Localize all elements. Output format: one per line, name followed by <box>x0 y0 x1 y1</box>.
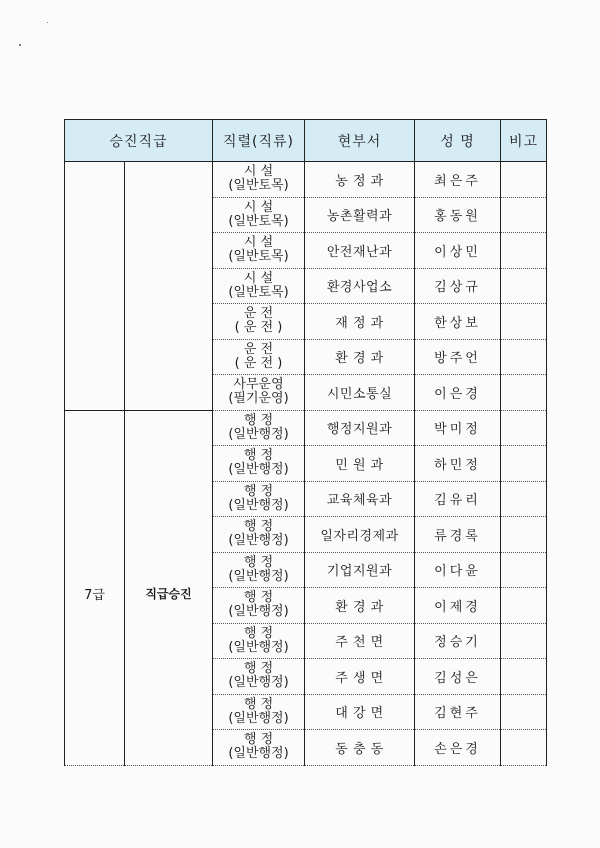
promotion-type-cell <box>125 410 213 765</box>
job-category: (일반토목) <box>228 178 289 194</box>
grade-label: 7급 <box>84 588 105 603</box>
job-series: 행 정 <box>243 412 274 428</box>
promotion-table <box>64 119 547 766</box>
job-series: 행 정 <box>243 554 274 570</box>
remarks-cell <box>501 552 547 588</box>
job-series-cell <box>213 659 305 695</box>
remarks-cell <box>501 481 547 517</box>
department-cell: 농 정 과 <box>305 162 415 198</box>
header-job-series: 직렬(직류) <box>213 120 305 162</box>
job-series-cell <box>213 304 305 340</box>
table-body <box>65 162 547 766</box>
name-cell: 이은경 <box>415 375 501 411</box>
job-series-cell <box>213 446 305 482</box>
job-category: (필기운영) <box>228 391 289 407</box>
name-cell: 홍동원 <box>415 197 501 233</box>
grade-cell <box>65 410 125 765</box>
job-series: 행 정 <box>243 519 274 535</box>
header-name: 성 명 <box>415 120 501 162</box>
department-cell: 주 천 면 <box>305 623 415 659</box>
job-category: ( 운 전 ) <box>234 355 283 371</box>
name-cell: 손은경 <box>415 730 501 766</box>
header-promotion-grade: 승진직급 <box>65 120 213 162</box>
name-cell: 박미정 <box>415 410 501 446</box>
job-series: 행 정 <box>243 696 274 712</box>
job-category: ( 운 전 ) <box>234 320 283 336</box>
remarks-cell <box>501 410 547 446</box>
job-category: (일반행정) <box>228 675 289 691</box>
job-category: (일반토목) <box>228 284 289 300</box>
job-category: (일반행정) <box>228 639 289 655</box>
name-cell: 김상규 <box>415 268 501 304</box>
header-remarks: 비고 <box>501 120 547 162</box>
remarks-cell <box>501 339 547 375</box>
job-series: 사무운영 <box>233 377 284 393</box>
name-cell: 이다윤 <box>415 552 501 588</box>
job-series-cell <box>213 339 305 375</box>
promotion-type-label: 직급승진 <box>145 587 192 601</box>
job-series-cell <box>213 162 305 198</box>
grade-label <box>65 280 124 292</box>
table-row <box>65 162 547 198</box>
department-cell: 농촌활력과 <box>305 197 415 233</box>
job-category: (일반행정) <box>228 746 289 762</box>
department-cell: 환 경 과 <box>305 339 415 375</box>
job-series: 행 정 <box>243 625 274 641</box>
job-series-cell <box>213 694 305 730</box>
job-series-cell <box>213 268 305 304</box>
job-series: 시 설 <box>243 235 274 251</box>
department-cell: 주 생 면 <box>305 659 415 695</box>
department-cell: 민 원 과 <box>305 446 415 482</box>
remarks-cell <box>501 233 547 269</box>
job-series-cell <box>213 588 305 624</box>
department-cell: 환 경 과 <box>305 588 415 624</box>
remarks-cell <box>501 694 547 730</box>
job-category: (일반행정) <box>228 497 289 513</box>
promotion-type-cell <box>125 162 213 411</box>
department-cell: 대 강 면 <box>305 694 415 730</box>
department-cell: 기업지원과 <box>305 552 415 588</box>
job-series-cell <box>213 375 305 411</box>
job-category: (일반행정) <box>228 533 289 549</box>
remarks-cell <box>501 375 547 411</box>
department-cell: 교육체육과 <box>305 481 415 517</box>
remarks-cell <box>501 730 547 766</box>
name-cell: 최은주 <box>415 162 501 198</box>
job-series: 시 설 <box>243 270 274 286</box>
header-current-department: 현부서 <box>305 120 415 162</box>
grade-cell <box>65 162 125 411</box>
job-series-cell <box>213 197 305 233</box>
remarks-cell <box>501 446 547 482</box>
job-series-cell <box>213 233 305 269</box>
job-category: (일반행정) <box>228 568 289 584</box>
job-series: 운 전 <box>243 341 274 357</box>
job-series: 행 정 <box>243 483 274 499</box>
job-series-cell <box>213 410 305 446</box>
name-cell: 김유리 <box>415 481 501 517</box>
remarks-cell <box>501 197 547 233</box>
department-cell: 시민소통실 <box>305 375 415 411</box>
name-cell: 김현주 <box>415 694 501 730</box>
job-category: (일반행정) <box>228 462 289 478</box>
job-series: 행 정 <box>243 448 274 464</box>
name-cell: 김성은 <box>415 659 501 695</box>
remarks-cell <box>501 659 547 695</box>
department-cell: 동 충 동 <box>305 730 415 766</box>
department-cell: 일자리경제과 <box>305 517 415 553</box>
department-cell: 재 정 과 <box>305 304 415 340</box>
department-cell: 환경사업소 <box>305 268 415 304</box>
job-series: 행 정 <box>243 590 274 606</box>
promotion-type-label <box>125 280 212 292</box>
job-series-cell <box>213 623 305 659</box>
name-cell: 방주언 <box>415 339 501 375</box>
name-cell: 하민정 <box>415 446 501 482</box>
name-cell: 류경록 <box>415 517 501 553</box>
job-series: 행 정 <box>243 661 274 677</box>
scan-speck <box>19 44 21 46</box>
remarks-cell <box>501 162 547 198</box>
department-cell: 행정지원과 <box>305 410 415 446</box>
remarks-cell <box>501 588 547 624</box>
department-cell: 안전재난과 <box>305 233 415 269</box>
job-category: (일반행정) <box>228 604 289 620</box>
job-series-cell <box>213 552 305 588</box>
job-category: (일반토목) <box>228 213 289 229</box>
job-category: (일반토목) <box>228 249 289 265</box>
job-category: (일반행정) <box>228 426 289 442</box>
job-series-cell <box>213 730 305 766</box>
remarks-cell <box>501 517 547 553</box>
job-series-cell <box>213 517 305 553</box>
job-series: 시 설 <box>243 164 274 180</box>
job-category: (일반행정) <box>228 710 289 726</box>
job-series: 행 정 <box>243 732 274 748</box>
job-series: 시 설 <box>243 199 274 215</box>
remarks-cell <box>501 623 547 659</box>
name-cell: 이상민 <box>415 233 501 269</box>
name-cell: 정승기 <box>415 623 501 659</box>
table-header-row <box>65 120 547 162</box>
remarks-cell <box>501 304 547 340</box>
job-series-cell <box>213 481 305 517</box>
remarks-cell <box>501 268 547 304</box>
name-cell: 한상보 <box>415 304 501 340</box>
scan-speck <box>47 22 48 23</box>
table-row <box>65 410 547 446</box>
name-cell: 이제경 <box>415 588 501 624</box>
job-series: 운 전 <box>243 306 274 322</box>
